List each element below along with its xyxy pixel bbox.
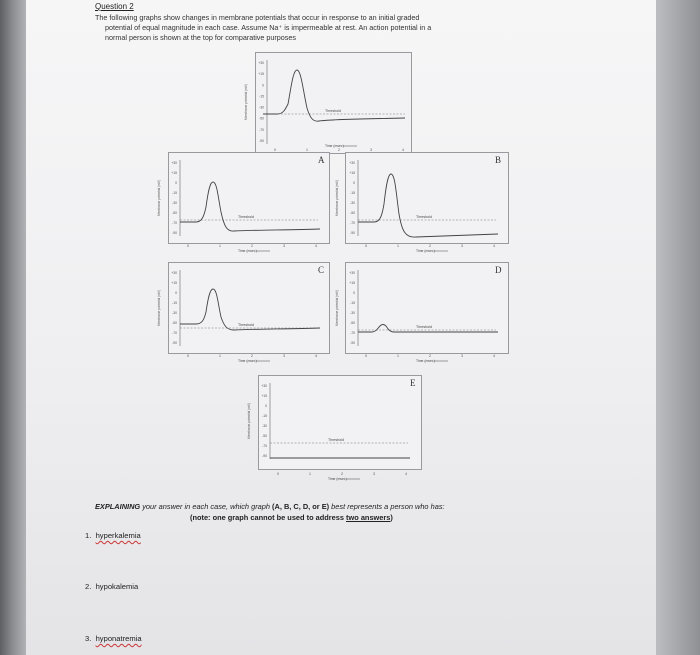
x-tick-label: 1 [219,244,221,248]
y-tick-label: 0 [265,404,267,408]
x-tick-label: 4 [402,148,404,152]
x-tick-label: 4 [315,244,317,248]
y-axis-title: Membrane potential (mV) [247,403,251,439]
membrane-potential-curve [263,70,405,121]
prompt-tail: best represents a person who has: [329,502,445,511]
y-tick-label: -90 [259,139,264,143]
y-tick-label: 0 [175,291,177,295]
x-axis-title: Time (msec) [238,249,257,253]
x-tick-label: 0 [274,148,276,152]
note-part-1: (note: one graph cannot be used to address [190,513,347,522]
y-tick-label: +15 [258,72,264,77]
question-title: Question 2 [95,2,134,11]
x-tick-label: 0 [365,244,367,248]
threshold-label: Threshold [325,109,341,113]
y-tick-label: 0 [175,181,177,185]
x-tick-label: 1 [397,244,399,248]
y-axis-title: Membrane potential (mV) [335,290,339,326]
prompt-lead: EXPLAINING [95,502,141,511]
y-tick-label: -50 [172,211,177,215]
y-tick-label: 0 [353,181,355,185]
question-intro [95,13,555,43]
y-tick-label: -50 [350,211,355,215]
answer-item-3 [85,634,142,643]
answer-item-1 [85,531,141,540]
x-axis-title: Time (msec) [416,359,435,363]
x-tick-label: 2 [429,244,431,248]
graph-e-plot [242,375,422,490]
item-1-text: hyperkalemia [95,531,141,540]
x-tick-label: 3 [373,472,375,476]
y-tick-label: -50 [350,321,355,325]
x-tick-label: 3 [283,354,285,358]
membrane-potential-curve [358,174,498,237]
x-tick-label: 0 [187,354,189,358]
graph-d-plot [330,262,510,372]
y-tick-label: +30 [261,384,267,388]
y-tick-label: -30 [259,105,264,110]
x-tick-label: 1 [219,354,221,358]
y-tick-label: -50 [259,116,264,121]
y-tick-label: +15 [261,394,267,398]
y-tick-label: -70 [350,331,355,335]
y-tick-label: -15 [350,301,355,305]
y-tick-label: -30 [172,201,177,205]
y-tick-label: -90 [350,231,355,235]
y-tick-label: -15 [172,191,177,195]
prompt-note [190,513,393,522]
item-3-number: 3. [85,634,92,643]
y-tick-label: -70 [172,221,177,225]
note-part-3: ) [390,513,393,522]
y-tick-label: -70 [172,331,177,335]
threshold-label: Threshold [416,325,432,329]
y-axis-title: Membrane potential (mV) [244,84,248,120]
intro-line-2: potential of equal magnitude in each case. Assume Na⁺ is impermeable at rest. An action potential in a [105,23,432,32]
y-tick-label: -15 [259,94,264,99]
prompt-options: (A, B, C, D, or E) [272,502,330,511]
x-tick-label: 0 [277,472,279,476]
y-tick-label: +15 [349,281,355,285]
y-tick-label: -30 [262,424,267,428]
y-tick-label: +30 [258,61,264,65]
x-tick-label: 2 [429,354,431,358]
y-axis-title: Membrane potential (mV) [335,180,339,216]
x-tick-label: 4 [493,244,495,248]
graph-normal-plot [244,52,410,152]
x-tick-label: 0 [187,244,189,248]
x-tick-label: 2 [251,354,253,358]
x-tick-label: 3 [283,244,285,248]
x-tick-label: 4 [315,354,317,358]
graph-b-plot [330,152,510,262]
y-tick-label: +30 [171,161,177,165]
intro-line-1: The following graphs show changes in membrane potentials that occur in response to an initial graded [95,13,420,22]
graph-c-label: C [318,265,325,275]
x-tick-label: 1 [306,148,308,152]
x-axis-title: Time (msec) [328,477,347,481]
x-tick-label: 1 [309,472,311,476]
x-tick-label: 1 [397,354,399,358]
y-tick-label: -90 [350,341,355,345]
threshold-label: Threshold [238,215,254,219]
graph-a-label: A [318,155,325,165]
y-tick-label: -70 [350,221,355,225]
x-tick-label: 2 [338,148,340,152]
x-tick-label: 2 [251,244,253,248]
x-tick-label: 0 [365,354,367,358]
y-tick-label: +15 [171,281,177,285]
y-axis-title: Membrane potential (mV) [157,290,161,326]
y-tick-label: -90 [172,341,177,345]
y-tick-label: +30 [171,271,177,275]
graph-e-label: E [410,378,416,388]
graph-c-plot [152,262,332,372]
y-tick-label: -90 [262,454,267,458]
y-tick-label: -30 [172,311,177,315]
graph-b-label: B [495,155,502,165]
y-tick-label: -70 [262,444,267,448]
threshold-label: Threshold [238,323,254,327]
y-tick-label: 0 [353,291,355,295]
x-tick-label: 4 [493,354,495,358]
y-tick-label: +15 [171,171,177,175]
y-tick-label: -15 [172,301,177,305]
item-1-number: 1. [85,531,92,540]
item-2-number: 2. [85,582,92,591]
question-prompt [95,501,565,512]
x-tick-label: 3 [461,244,463,248]
y-tick-label: -30 [350,201,355,205]
x-axis-title: Time (msec) [238,359,257,363]
y-tick-label: -90 [172,231,177,235]
y-tick-label: -15 [262,414,267,418]
x-tick-label: 3 [461,354,463,358]
answer-item-2 [85,582,138,591]
y-tick-label: -30 [350,311,355,315]
y-tick-label: 0 [262,83,264,88]
y-tick-label: -50 [172,321,177,325]
x-tick-label: 4 [405,472,407,476]
y-tick-label: +15 [349,171,355,175]
threshold-label: Threshold [328,438,344,442]
y-tick-label: -70 [259,127,264,132]
x-tick-label: 2 [341,472,343,476]
membrane-potential-curve [180,182,320,231]
y-tick-label: +30 [349,271,355,275]
note-emphasis: two answers [346,513,391,522]
y-tick-label: -50 [262,434,267,438]
item-3-text: hyponatremia [95,634,142,643]
threshold-label: Threshold [416,215,432,219]
prompt-body: your answer in each case, which graph [140,502,273,511]
graph-d-label: D [495,265,502,275]
graph-a-plot [152,152,332,262]
x-axis-title: Time (msec) [416,249,435,253]
y-tick-label: +30 [349,161,355,165]
y-axis-title: Membrane potential (mV) [157,180,161,216]
x-axis-title: Time (msec) [325,144,344,148]
y-tick-label: -15 [350,191,355,195]
x-tick-label: 3 [370,148,372,152]
item-2-text: hypokalemia [95,582,139,591]
intro-line-3: normal person is shown at the top for comparative purposes [105,33,296,42]
